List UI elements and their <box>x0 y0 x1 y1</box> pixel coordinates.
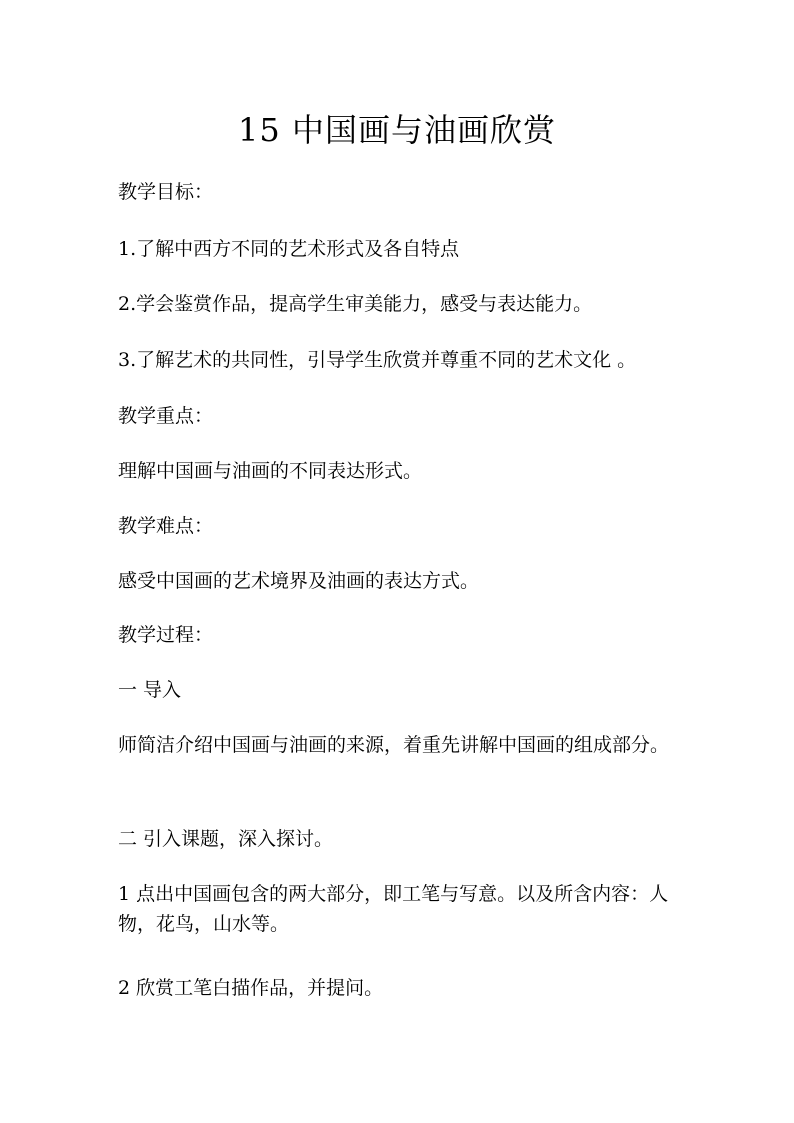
section-1-heading: 一 导入 <box>118 679 182 701</box>
section-2-heading: 二 引入课题，深入探讨。 <box>118 828 334 850</box>
heading-teaching-goals: 教学目标： <box>118 181 214 203</box>
heading-key-points: 教学重点： <box>118 405 214 427</box>
section-2-item-2: 2 欣赏工笔白描作品，并提问。 <box>118 977 384 999</box>
goal-item-1: 1.了解中西方不同的艺术形式及各自特点 <box>118 238 460 260</box>
difficulty-text: 感受中国画的艺术境界及油画的表达方式。 <box>118 570 480 592</box>
document-title: 15 中国画与油画欣赏 <box>238 111 556 149</box>
key-point-text: 理解中国画与油画的不同表达形式。 <box>118 460 423 482</box>
section-2-item-1: 1 点出中国画包含的两大部分，即工笔与写意。以及所含内容：人物，花鸟，山水等。 <box>118 883 669 935</box>
goal-item-2: 2.学会鉴赏作品，提高学生审美能力，感受与表达能力。 <box>118 293 593 315</box>
heading-difficulties: 教学难点： <box>118 515 214 537</box>
section-1-paragraph: 师简洁介绍中国画与油画的来源，着重先讲解中国画的组成部分。 <box>118 734 670 756</box>
goal-item-3: 3.了解艺术的共同性，引导学生欣赏并尊重不同的艺术文化 。 <box>118 349 637 371</box>
heading-process: 教学过程： <box>118 624 214 646</box>
